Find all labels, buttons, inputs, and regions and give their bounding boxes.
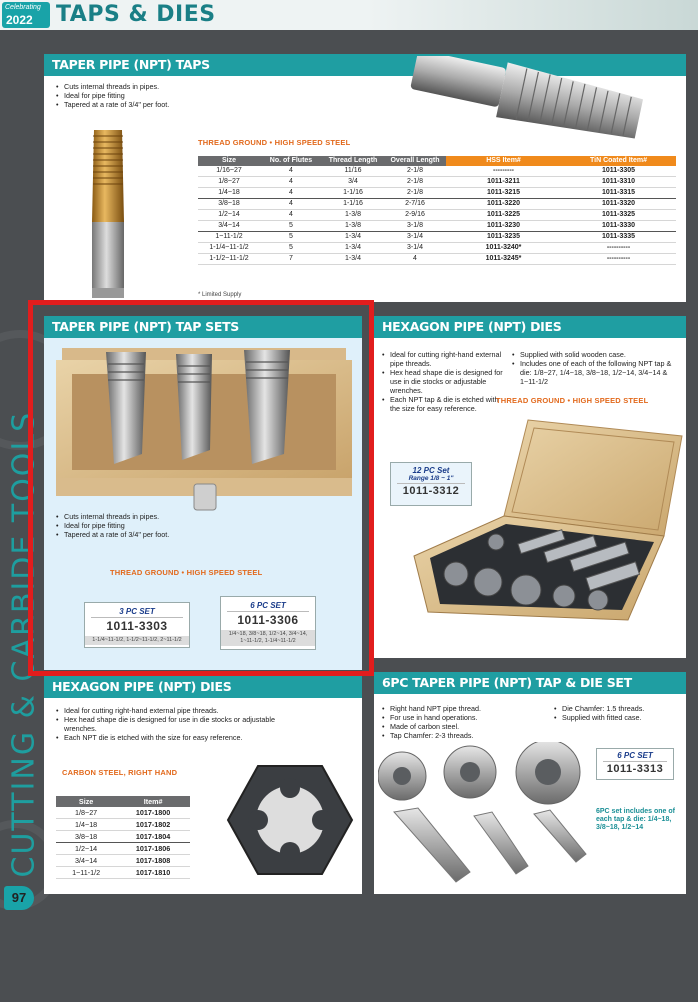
set-6pc-sizes: 1/4~18, 3/8~18, 1/2~14, 3/4~14, 1~11-1/2, 1-1/4~11-1/2 <box>221 630 315 646</box>
table-cell: 1-3/8 <box>322 210 384 221</box>
hex-dies-set-title: HEXAGON PIPE (NPT) DIES <box>374 316 686 338</box>
hex-dies-spec: CARBON STEEL, RIGHT HAND <box>62 768 178 777</box>
tap-sets-title: TAPER PIPE (NPT) TAP SETS <box>44 316 362 338</box>
table-cell: 1011-3235 <box>446 232 561 243</box>
table-cell: 3/4 <box>322 177 384 188</box>
table-cell: 2-1/8 <box>384 188 446 199</box>
limited-supply-note: * Limited Supply <box>198 292 242 298</box>
set-6pc-tapdie-box <box>596 748 674 780</box>
set-3pc-box <box>84 602 190 648</box>
tap-die-set-note: 6PC set includes one of each tap & die: 1/4~18, 3/8~18, 1/2~14 <box>596 808 675 831</box>
table-header-row <box>198 156 676 166</box>
col-hss-item: HSS Item# <box>446 156 561 166</box>
table-row <box>56 867 190 879</box>
col-size: Size <box>198 156 260 166</box>
col-tin-item: TiN Coated Item# <box>561 156 676 166</box>
taper-taps-spec: THREAD GROUND • HIGH SPEED STEEL <box>198 138 351 147</box>
table-row <box>56 807 190 819</box>
set-3pc-sizes: 1-1/4~11-1/2, 1-1/2~11-1/2, 2~11-1/2 <box>85 636 189 645</box>
taper-taps-title: TAPER PIPE (NPT) TAPS <box>44 54 686 76</box>
table-cell: 1011-3220 <box>446 199 561 210</box>
table-row <box>198 188 676 199</box>
table-cell: 4 <box>260 199 322 210</box>
table-cell: 1011-3310 <box>561 177 676 188</box>
side-section-text: CUTTING & CARBIDE TOOLS <box>6 410 42 878</box>
bullet: • Supplied with fitted case. <box>554 713 682 722</box>
set-3pc-name: 3 PC SET <box>119 607 155 616</box>
table-cell: 7 <box>260 254 322 265</box>
table-cell: 1011-3211 <box>446 177 561 188</box>
tap-die-set-panel <box>374 672 686 894</box>
table-cell: 1/4~18 <box>56 819 116 831</box>
bullet: • Right hand NPT pipe thread. <box>382 704 542 713</box>
bullet: • Ideal for pipe fitting <box>56 91 276 100</box>
table-cell: 4 <box>260 210 322 221</box>
table-cell: 1011-3315 <box>561 188 676 199</box>
table-cell: 1011-3230 <box>446 221 561 232</box>
bullet: • Each NPT die is etched with the size for easy reference. <box>56 733 304 742</box>
set-12pc-number: 1011-3312 <box>397 483 465 497</box>
table-row <box>198 199 676 210</box>
hex-dies-set-spec: THREAD GROUND • HIGH SPEED STEEL <box>496 396 649 405</box>
set-6pc-tapdie-number: 1011-3313 <box>603 761 667 775</box>
hex-die-image <box>224 760 356 880</box>
table-cell: 1~11-1/2 <box>56 867 116 879</box>
table-header-row <box>56 796 190 807</box>
table-cell: 1-3/4 <box>322 232 384 243</box>
tap-die-set-bullets-left <box>382 704 542 740</box>
taper-taps-bullets <box>56 82 276 109</box>
table-cell: 1011-3305 <box>561 166 676 177</box>
table-cell: 4 <box>260 166 322 177</box>
col-size: Size <box>56 796 116 807</box>
tap-sets-spec: THREAD GROUND • HIGH SPEED STEEL <box>110 568 263 577</box>
bullet: • Cuts internal threads in pipes. <box>56 82 276 91</box>
table-row <box>198 177 676 188</box>
table-cell: 1011-3215 <box>446 188 561 199</box>
die-set-wooden-case-image <box>408 416 684 628</box>
table-cell: 1~11-1/2 <box>198 232 260 243</box>
table-row <box>56 831 190 843</box>
set-3pc-number: 1011-3303 <box>91 617 183 633</box>
table-cell: 2-9/16 <box>384 210 446 221</box>
table-cell: 1017-1804 <box>116 831 190 843</box>
logo-line1: Celebrating <box>5 4 41 11</box>
steel-tap-image <box>400 56 684 150</box>
table-row <box>56 855 190 867</box>
table-cell: 2-1/8 <box>384 166 446 177</box>
table-row <box>198 210 676 221</box>
bullet: • Tapered at a rate of 3/4" per foot. <box>56 100 276 109</box>
set-12pc-range: Range 1/8 ~ 1" <box>408 475 454 482</box>
set-6pc-box <box>220 596 316 650</box>
table-row <box>198 232 676 243</box>
table-cell: 3/4~14 <box>198 221 260 232</box>
table-cell: 5 <box>260 221 322 232</box>
tap-sets-panel <box>44 316 362 670</box>
celebrating-logo <box>2 2 50 28</box>
table-row <box>198 243 676 254</box>
page-title: TAPS & DIES <box>56 2 216 27</box>
table-cell: 1-1/2~11-1/2 <box>198 254 260 265</box>
bullet: • Hex head shape die is designed for use in die stocks or adjustable wrenches. <box>56 715 304 733</box>
hex-dies-bullets <box>56 706 304 742</box>
table-cell: 5 <box>260 243 322 254</box>
tap-die-set-title: 6PC TAPER PIPE (NPT) TAP & DIE SET <box>374 672 686 694</box>
table-row <box>56 843 190 855</box>
table-cell: 1/4~18 <box>198 188 260 199</box>
table-cell: 1017-1802 <box>116 819 190 831</box>
table-cell: 11/16 <box>322 166 384 177</box>
bullet: • Supplied with solid wooden case. <box>512 350 680 359</box>
bullet: • Each NPT tap & die is etched with the size for easy reference. <box>382 395 506 413</box>
hex-dies-set-bullets-left <box>382 350 506 413</box>
table-row <box>198 166 676 177</box>
bullet: • Die Chamfer: 1.5 threads. <box>554 704 682 713</box>
table-cell: 2-1/8 <box>384 177 446 188</box>
table-cell: 1011-3240* <box>446 243 561 254</box>
table-cell: 1011-3335 <box>561 232 676 243</box>
table-cell: 1017-1810 <box>116 867 190 879</box>
table-cell: 1/8~27 <box>198 177 260 188</box>
table-cell: 4 <box>260 177 322 188</box>
bullet: • Cuts internal threads in pipes. <box>56 512 346 521</box>
taper-taps-panel <box>44 54 686 302</box>
table-cell: 3/8~18 <box>198 199 260 210</box>
set-6pc-tapdie-name: 6 PC SET <box>617 751 653 760</box>
table-cell: 1/16~27 <box>198 166 260 177</box>
hex-dies-set-panel <box>374 316 686 658</box>
table-cell: 2-7/16 <box>384 199 446 210</box>
hex-dies-panel <box>44 676 362 894</box>
table-cell: 1-3/8 <box>322 221 384 232</box>
tap-set-wooden-case-image <box>52 344 356 526</box>
bullet: • Includes one of each of the following NPT tap & die: 1/8~27, 1/4~18, 3/8~18, 1/2~14, 3/4~14 & 1~11-1/2 <box>512 359 680 386</box>
table-cell: 1011-3320 <box>561 199 676 210</box>
table-cell: ---------- <box>561 254 676 265</box>
table-cell: 4 <box>384 254 446 265</box>
col-thread-length: Thread Length <box>322 156 384 166</box>
table-cell: 1011-3225 <box>446 210 561 221</box>
table-cell: 1017-1806 <box>116 843 190 855</box>
table-cell: 1011-3330 <box>561 221 676 232</box>
set-12pc-name: 12 PC Set <box>412 466 450 475</box>
hex-dies-title: HEXAGON PIPE (NPT) DIES <box>44 676 362 698</box>
table-cell: 1011-3245* <box>446 254 561 265</box>
page-header <box>0 0 698 30</box>
table-cell: 3-1/4 <box>384 243 446 254</box>
tap-sets-bullets <box>56 512 346 539</box>
col-flutes: No. of Flutes <box>260 156 322 166</box>
logo-line2: 2022 <box>6 13 33 27</box>
col-item: Item# <box>116 796 190 807</box>
table-cell: --------- <box>446 166 561 177</box>
table-cell: 1017-1808 <box>116 855 190 867</box>
table-cell: ---------- <box>561 243 676 254</box>
table-row <box>198 221 676 232</box>
bullet: • Hex head shape die is designed for use in die stocks or adjustable wrenches. <box>382 368 506 395</box>
taper-taps-table <box>198 156 676 265</box>
table-cell: 1-3/4 <box>322 254 384 265</box>
table-cell: 1-1/16 <box>322 199 384 210</box>
table-cell: 1011-3325 <box>561 210 676 221</box>
header-stripe <box>368 0 698 30</box>
set-6pc-name: 6 PC SET <box>250 601 286 610</box>
table-cell: 1/2~14 <box>56 843 116 855</box>
tap-die-set-image <box>378 742 590 892</box>
table-cell: 1017-1800 <box>116 807 190 819</box>
table-cell: 1-3/4 <box>322 243 384 254</box>
hex-dies-set-bullets-right <box>512 350 680 386</box>
table-cell: 3/8~18 <box>56 831 116 843</box>
bullet: • Tap Chamfer: 2-3 threads. <box>382 731 542 740</box>
table-cell: 1-1/16 <box>322 188 384 199</box>
table-cell: 4 <box>260 188 322 199</box>
bullet: • For use in hand operations. <box>382 713 542 722</box>
bullet: • Ideal for cutting right-hand external pipe threads. <box>382 350 506 368</box>
table-cell: 3/4~14 <box>56 855 116 867</box>
table-cell: 5 <box>260 232 322 243</box>
table-cell: 3-1/8 <box>384 221 446 232</box>
bullet: • Made of carbon steel. <box>382 722 542 731</box>
bullet: • Ideal for cutting right-hand external pipe threads. <box>56 706 304 715</box>
gold-tap-image <box>88 122 128 300</box>
col-overall-length: Overall Length <box>384 156 446 166</box>
table-cell: 1-1/4~11-1/2 <box>198 243 260 254</box>
hex-dies-table <box>56 796 190 879</box>
table-cell: 1/8~27 <box>56 807 116 819</box>
set-6pc-number: 1011-3306 <box>227 611 309 627</box>
table-cell: 1/2~14 <box>198 210 260 221</box>
table-row <box>56 819 190 831</box>
table-row <box>198 254 676 265</box>
page-number: 97 <box>4 886 34 910</box>
tap-die-set-bullets-right <box>554 704 682 722</box>
bullet: • Tapered at a rate of 3/4" per foot. <box>56 530 346 539</box>
table-cell: 3-1/4 <box>384 232 446 243</box>
bullet: • Ideal for pipe fitting <box>56 521 346 530</box>
